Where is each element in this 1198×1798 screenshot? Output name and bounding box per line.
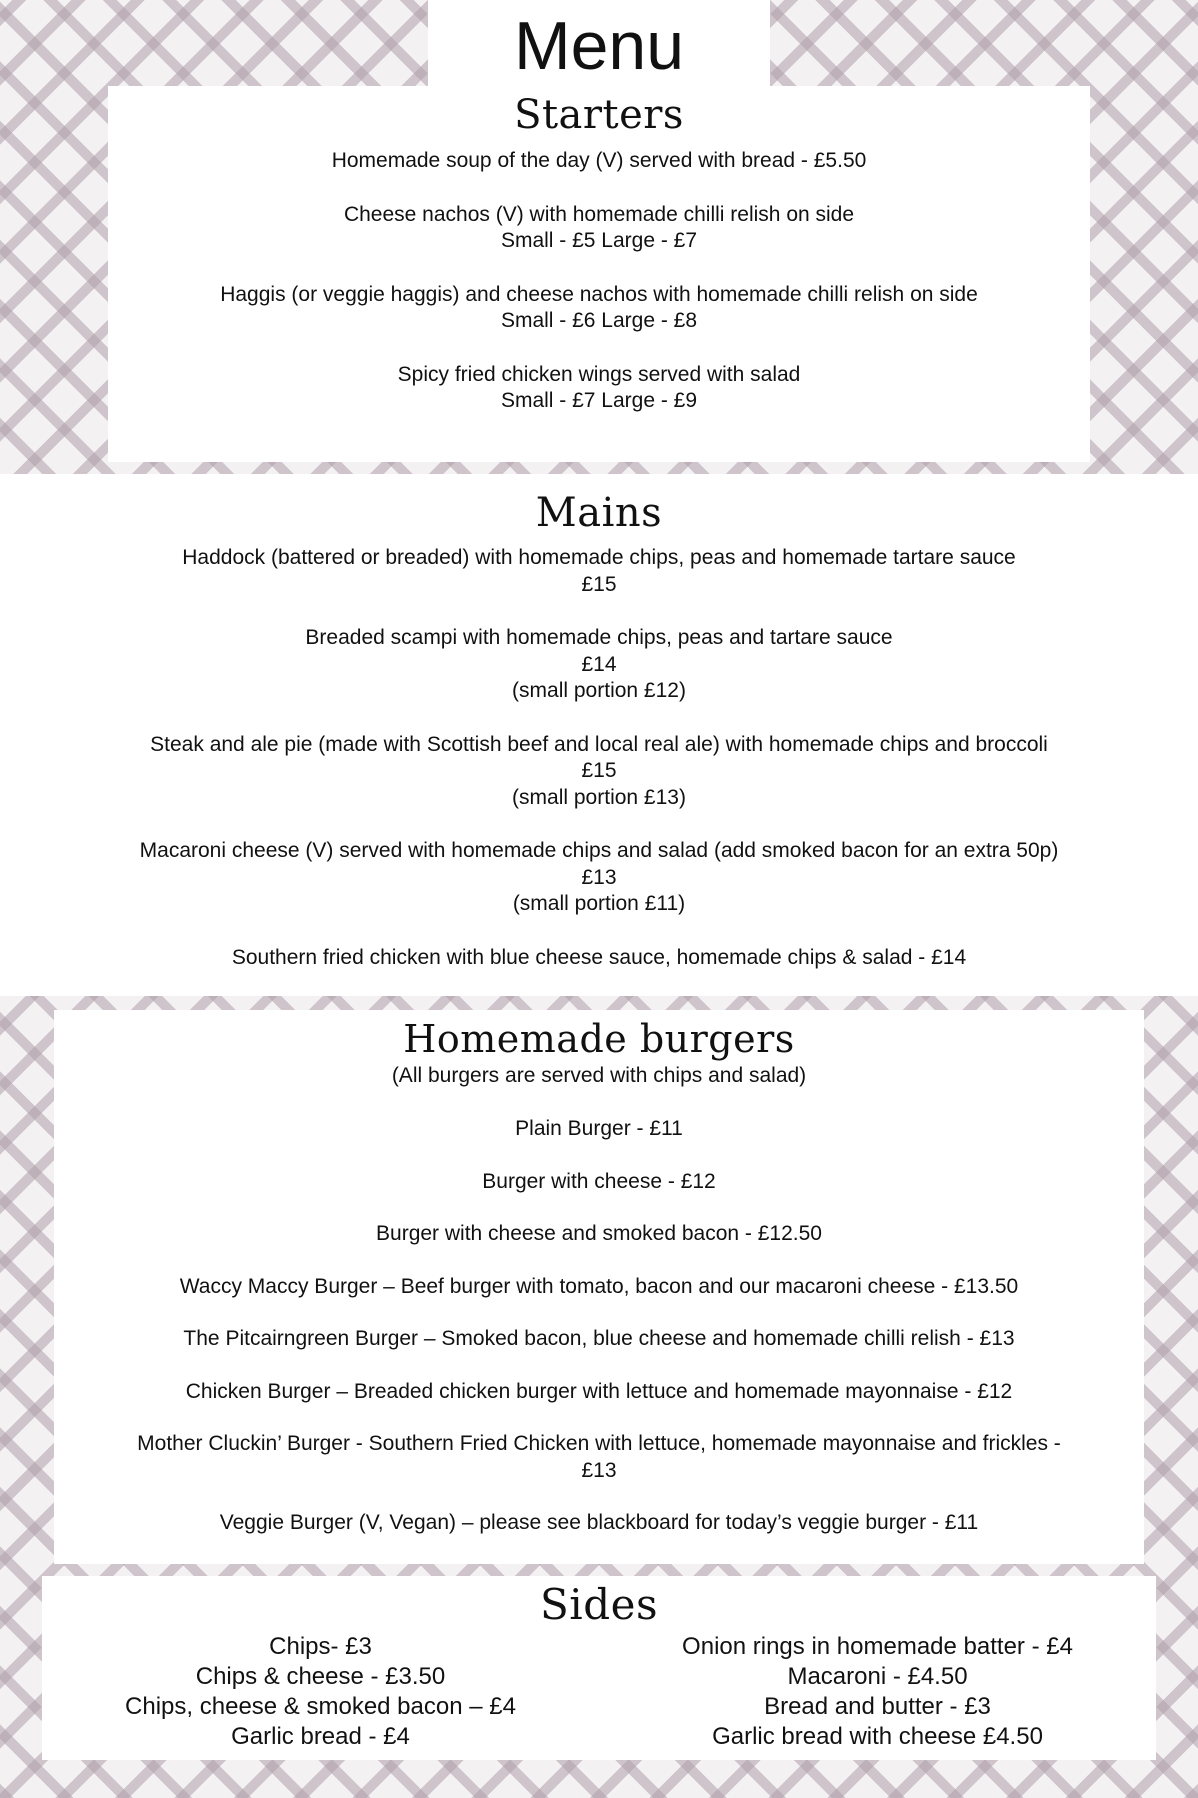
item-line: Southern fried chicken with blue cheese sauce, homemade chips & salad - £14 bbox=[231, 945, 967, 969]
item-small-portion: (small portion £13) bbox=[512, 785, 686, 809]
menu-item bbox=[108, 362, 1090, 415]
side-item: Bread and butter - £3 bbox=[764, 1693, 991, 1720]
menu-item bbox=[0, 732, 1198, 812]
item-price: £13 bbox=[581, 1458, 617, 1482]
menu-title-panel bbox=[428, 0, 770, 88]
starters-list bbox=[108, 148, 1090, 415]
burgers-note: (All burgers are served with chips and salad) bbox=[391, 1064, 807, 1087]
item-price: Small - £7 Large - £9 bbox=[500, 389, 698, 412]
item-price: £13 bbox=[581, 865, 617, 889]
item-line: Burger with cheese - £12 bbox=[482, 1169, 716, 1193]
menu-item bbox=[54, 1431, 1144, 1484]
item-price: £15 bbox=[581, 572, 617, 596]
menu-item bbox=[108, 202, 1090, 255]
burgers-list bbox=[54, 1116, 1144, 1537]
side-item: Garlic bread - £4 bbox=[231, 1723, 410, 1750]
menu-item bbox=[54, 1169, 1144, 1196]
sides-section bbox=[42, 1576, 1156, 1760]
sides-heading: Sides bbox=[540, 1580, 658, 1629]
item-price: Small - £5 Large - £7 bbox=[500, 229, 698, 252]
item-line: Haggis (or veggie haggis) and cheese nachos with homemade chilli relish on side bbox=[220, 282, 978, 306]
item-small-portion: (small portion £12) bbox=[512, 679, 686, 702]
item-price: £15 bbox=[581, 759, 617, 782]
menu-item bbox=[54, 1221, 1144, 1248]
menu-item bbox=[0, 625, 1198, 705]
side-item: Onion rings in homemade batter - £4 bbox=[682, 1633, 1073, 1660]
item-line: Breaded scampi with homemade chips, peas and tartare sauce bbox=[305, 626, 893, 649]
item-line: Veggie Burger (V, Vegan) – please see blackboard for today’s veggie burger - £11 bbox=[219, 1511, 979, 1534]
mains-section bbox=[0, 474, 1198, 996]
sides-columns bbox=[42, 1632, 1156, 1752]
item-line: Plain Burger - £11 bbox=[515, 1117, 683, 1140]
menu-item bbox=[54, 1326, 1144, 1353]
menu-item bbox=[54, 1510, 1144, 1537]
sides-left-column bbox=[42, 1632, 599, 1752]
starters-heading: Starters bbox=[514, 92, 684, 138]
item-line: Spicy fried chicken wings served with salad bbox=[397, 362, 801, 386]
menu-item bbox=[0, 545, 1198, 598]
side-item: Garlic bread with cheese £4.50 bbox=[712, 1723, 1043, 1750]
menu-item bbox=[54, 1274, 1144, 1301]
item-price: Small - £6 Large - £8 bbox=[500, 309, 698, 332]
mains-heading: Mains bbox=[535, 490, 663, 536]
item-line: Cheese nachos (V) with homemade chilli relish on side bbox=[343, 202, 855, 226]
side-item: Macaroni - £4.50 bbox=[787, 1663, 968, 1690]
item-line: Steak and ale pie (made with Scottish beef and local real ale) with homemade chips and broccoli bbox=[150, 732, 1048, 756]
item-line: Burger with cheese and smoked bacon - £12.50 bbox=[376, 1222, 822, 1245]
item-line: The Pitcairngreen Burger – Smoked bacon, blue cheese and homemade chilli relish - £13 bbox=[183, 1327, 1015, 1350]
burgers-heading: Homemade burgers bbox=[403, 1017, 795, 1061]
item-line: Mother Cluckin’ Burger - Southern Fried Chicken with lettuce, homemade mayonnaise and frickles - bbox=[137, 1432, 1061, 1455]
menu-item bbox=[54, 1116, 1144, 1143]
sides-right-column bbox=[599, 1632, 1156, 1752]
menu-title: Menu bbox=[513, 8, 685, 84]
menu-item bbox=[54, 1379, 1144, 1406]
item-line: Homemade soup of the day (V) served with bread - £5.50 bbox=[331, 149, 867, 172]
burgers-section bbox=[54, 1010, 1144, 1564]
menu-item bbox=[108, 282, 1090, 335]
item-line: Haddock (battered or breaded) with homemade chips, peas and homemade tartare sauce bbox=[182, 546, 1016, 569]
side-item: Chips & cheese - £3.50 bbox=[195, 1663, 446, 1690]
menu-item bbox=[0, 838, 1198, 918]
item-line: Chicken Burger – Breaded chicken burger with lettuce and homemade mayonnaise - £12 bbox=[185, 1379, 1013, 1403]
item-line: Waccy Maccy Burger – Beef burger with tomato, bacon and our macaroni cheese - £13.50 bbox=[179, 1274, 1019, 1298]
menu-item bbox=[0, 945, 1198, 972]
item-line: Macaroni cheese (V) served with homemade chips and salad (add smoked bacon for an extra 50p) bbox=[139, 839, 1059, 862]
menu-item bbox=[108, 148, 1090, 175]
item-small-portion: (small portion £11) bbox=[512, 892, 686, 915]
side-item: Chips, cheese & smoked bacon – £4 bbox=[125, 1693, 516, 1720]
starters-section bbox=[108, 86, 1090, 462]
item-price: £14 bbox=[581, 652, 617, 676]
side-item: Chips- £3 bbox=[269, 1633, 372, 1660]
mains-list bbox=[0, 545, 1198, 971]
